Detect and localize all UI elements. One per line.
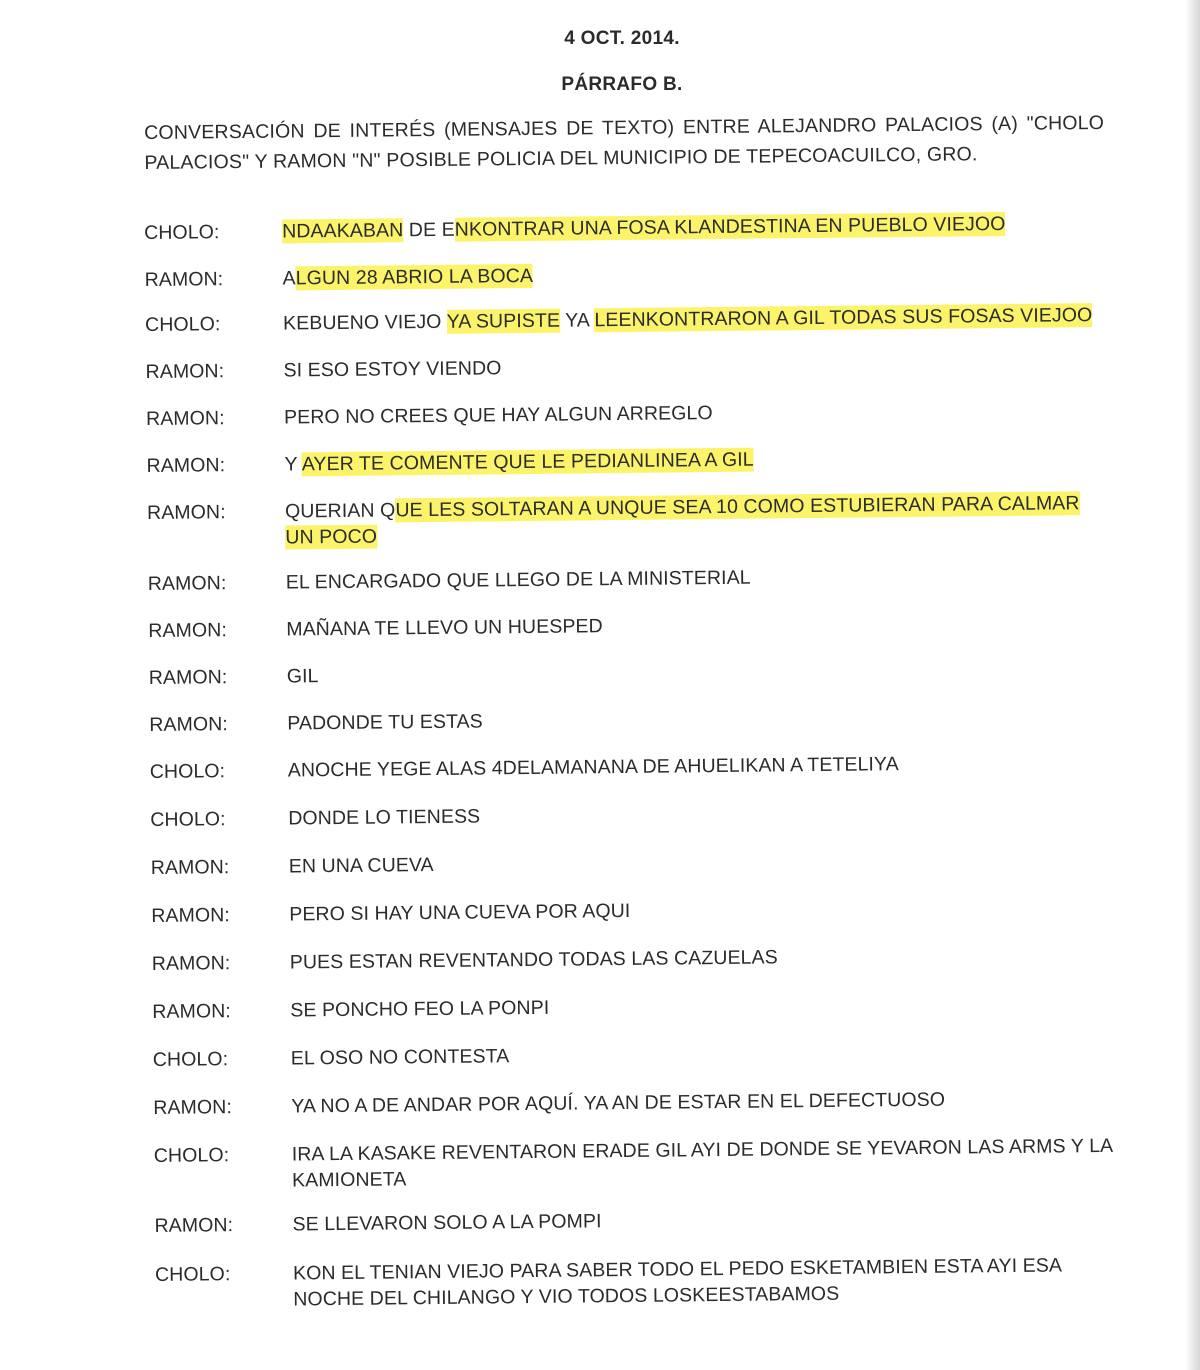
conversation-transcript — [144, 210, 1115, 1314]
highlighted-segment: NKONTRAR UNA FOSA KLANDESTINA EN PUEBLO VIEJOO — [454, 212, 1006, 241]
message-row — [154, 1203, 1114, 1239]
message-row — [154, 1133, 1114, 1195]
message-text — [283, 302, 1105, 337]
speaker-label: RAMON: — [148, 619, 228, 642]
text-segment: KON EL TENIAN VIEJO PARA SABER TODO EL PEDO ESKETAMBIEN ESTA AYI ESA NOCHE DEL CHILANGO Y VIO TODOS LOSKEESTABAMOS — [292, 1254, 1062, 1311]
message-text — [282, 257, 1104, 292]
highlighted-segment: YA SUPISTE — [446, 309, 561, 333]
highlighted-segment: NDAAKABAN — [282, 219, 404, 243]
speaker-label: CHOLO: — [144, 221, 220, 244]
message-text — [282, 210, 1104, 245]
text-segment: SE PONCHO FEO LA PONPI — [290, 996, 550, 1022]
message-row — [151, 893, 1111, 929]
message-row — [144, 257, 1104, 293]
text-segment: QUERIAN Q — [284, 499, 396, 523]
text-segment: MAÑANA TE LLEVO UN HUESPED — [286, 615, 603, 641]
message-text — [284, 443, 1106, 478]
text-segment: YA NO A DE ANDAR POR AQUÍ. YA AN DE ESTAR EN EL DEFECTUOSO — [291, 1088, 946, 1118]
text-segment: PADONDE TU ESTAS — [287, 710, 483, 735]
message-text — [292, 1133, 1114, 1194]
speaker-label: CHOLO: — [154, 1263, 231, 1286]
message-text — [289, 893, 1111, 928]
message-row — [153, 1085, 1113, 1121]
text-segment: EL ENCARGADO QUE LLEGO DE LA MINISTERIAL — [285, 566, 751, 594]
message-row — [155, 1252, 1115, 1314]
highlighted-segment: LEENKONTRARON A GIL TODAS SUS FOSAS VIEJOO — [594, 304, 1093, 332]
message-row — [146, 396, 1106, 432]
message-row — [152, 941, 1112, 977]
speaker-label: CHOLO: — [152, 1048, 229, 1071]
message-row — [145, 302, 1105, 338]
text-segment: IRA LA KASAKE REVENTARON ERADE GIL AYI DE DONDE SE YEVARON LAS ARMS Y LA KAMIONETA — [291, 1134, 1113, 1192]
text-segment: PUES ESTAN REVENTANDO TODAS LAS CAZUELAS — [289, 946, 778, 974]
speaker-label: CHOLO: — [149, 760, 226, 783]
highlighted-segment: LGUN 28 ABRIO LA BOCA — [295, 264, 534, 290]
speaker-label: CHOLO: — [144, 313, 221, 336]
text-segment: DE E — [403, 218, 455, 242]
message-row — [148, 608, 1108, 644]
message-text — [288, 797, 1110, 832]
speaker-label: RAMON: — [152, 1000, 232, 1023]
message-text — [287, 702, 1109, 737]
message-text — [288, 749, 1110, 784]
page-edge-shadow — [1186, 0, 1200, 1370]
text-segment: GIL — [286, 665, 319, 688]
text-segment: PERO NO CREES QUE HAY ALGUN ARREGLO — [283, 402, 713, 429]
speaker-label: RAMON: — [146, 454, 226, 477]
speaker-label: CHOLO: — [153, 1144, 230, 1167]
text-segment: EN UNA CUEVA — [288, 854, 434, 878]
message-text — [289, 845, 1111, 880]
text-segment: YA — [559, 309, 595, 332]
speaker-label: RAMON: — [151, 904, 231, 927]
speaker-label: RAMON: — [153, 1096, 233, 1119]
message-row — [151, 845, 1111, 881]
highlighted-segment: UE LES SOLTARAN A UNQUE SEA 10 COMO ESTUBIERAN PARA CALMAR UN POCO — [285, 492, 1080, 549]
message-text — [291, 1085, 1113, 1120]
message-text — [284, 396, 1106, 431]
message-row — [149, 702, 1109, 738]
speaker-label: RAMON: — [154, 1214, 234, 1237]
section-heading: PÁRRAFO B. — [561, 74, 683, 95]
message-row — [153, 1037, 1113, 1073]
speaker-label: RAMON: — [146, 501, 226, 524]
message-text — [286, 608, 1108, 643]
message-text — [286, 561, 1108, 596]
speaker-label: RAMON: — [149, 713, 229, 736]
message-text — [292, 1203, 1114, 1238]
highlighted-segment: AYER TE COMENTE QUE LE PEDIANLINEA A GIL — [301, 448, 754, 476]
document-date: 4 OCT. 2014. — [564, 28, 680, 49]
text-segment: EL OSO NO CONTESTA — [290, 1045, 510, 1070]
message-text — [290, 989, 1112, 1024]
message-row — [152, 989, 1112, 1025]
message-text — [285, 490, 1107, 551]
speaker-label: CHOLO: — [150, 808, 226, 831]
speaker-label: RAMON: — [148, 666, 228, 689]
text-segment: PERO SI HAY UNA CUEVA POR AQUI — [289, 899, 631, 926]
message-row — [146, 443, 1106, 479]
text-segment: SI ESO ESTOY VIENDO — [283, 357, 502, 382]
message-row — [148, 561, 1108, 597]
speaker-label: RAMON: — [145, 407, 225, 430]
message-text — [291, 1037, 1113, 1072]
message-row — [145, 349, 1105, 385]
message-row — [144, 210, 1104, 246]
message-text — [287, 655, 1109, 690]
message-row — [150, 749, 1110, 785]
text-segment: DONDE LO TIENESS — [288, 805, 481, 830]
speaker-label: RAMON: — [151, 952, 231, 975]
message-row — [150, 797, 1110, 833]
message-text — [293, 1252, 1115, 1313]
speaker-label: RAMON: — [144, 268, 224, 291]
text-segment: A — [282, 267, 296, 290]
intro-paragraph: CONVERSACIÓN DE INTERÉS (MENSAJES DE TEXTO) ENTRE ALEJANDRO PALACIOS (A) "CHOLO PALACIOS" Y RAMON "N" POSIBLE POLICIA DEL MUNICIPIO DE TEPECOACUILCO, GRO. — [144, 111, 1105, 174]
speaker-label: RAMON: — [145, 360, 225, 383]
speaker-label: RAMON: — [147, 572, 227, 595]
message-row — [147, 490, 1107, 552]
message-row — [149, 655, 1109, 691]
text-segment: SE LLEVARON SOLO A LA POMPI — [292, 1210, 602, 1236]
message-text — [283, 349, 1105, 384]
text-segment: ANOCHE YEGE ALAS 4DELAMANANA DE AHUELIKAN A TETELIYA — [287, 753, 899, 782]
message-text — [290, 941, 1112, 976]
text-segment: KEBUENO VIEJO — [282, 310, 447, 335]
text-segment: Y — [284, 453, 302, 476]
speaker-label: RAMON: — [150, 856, 230, 879]
